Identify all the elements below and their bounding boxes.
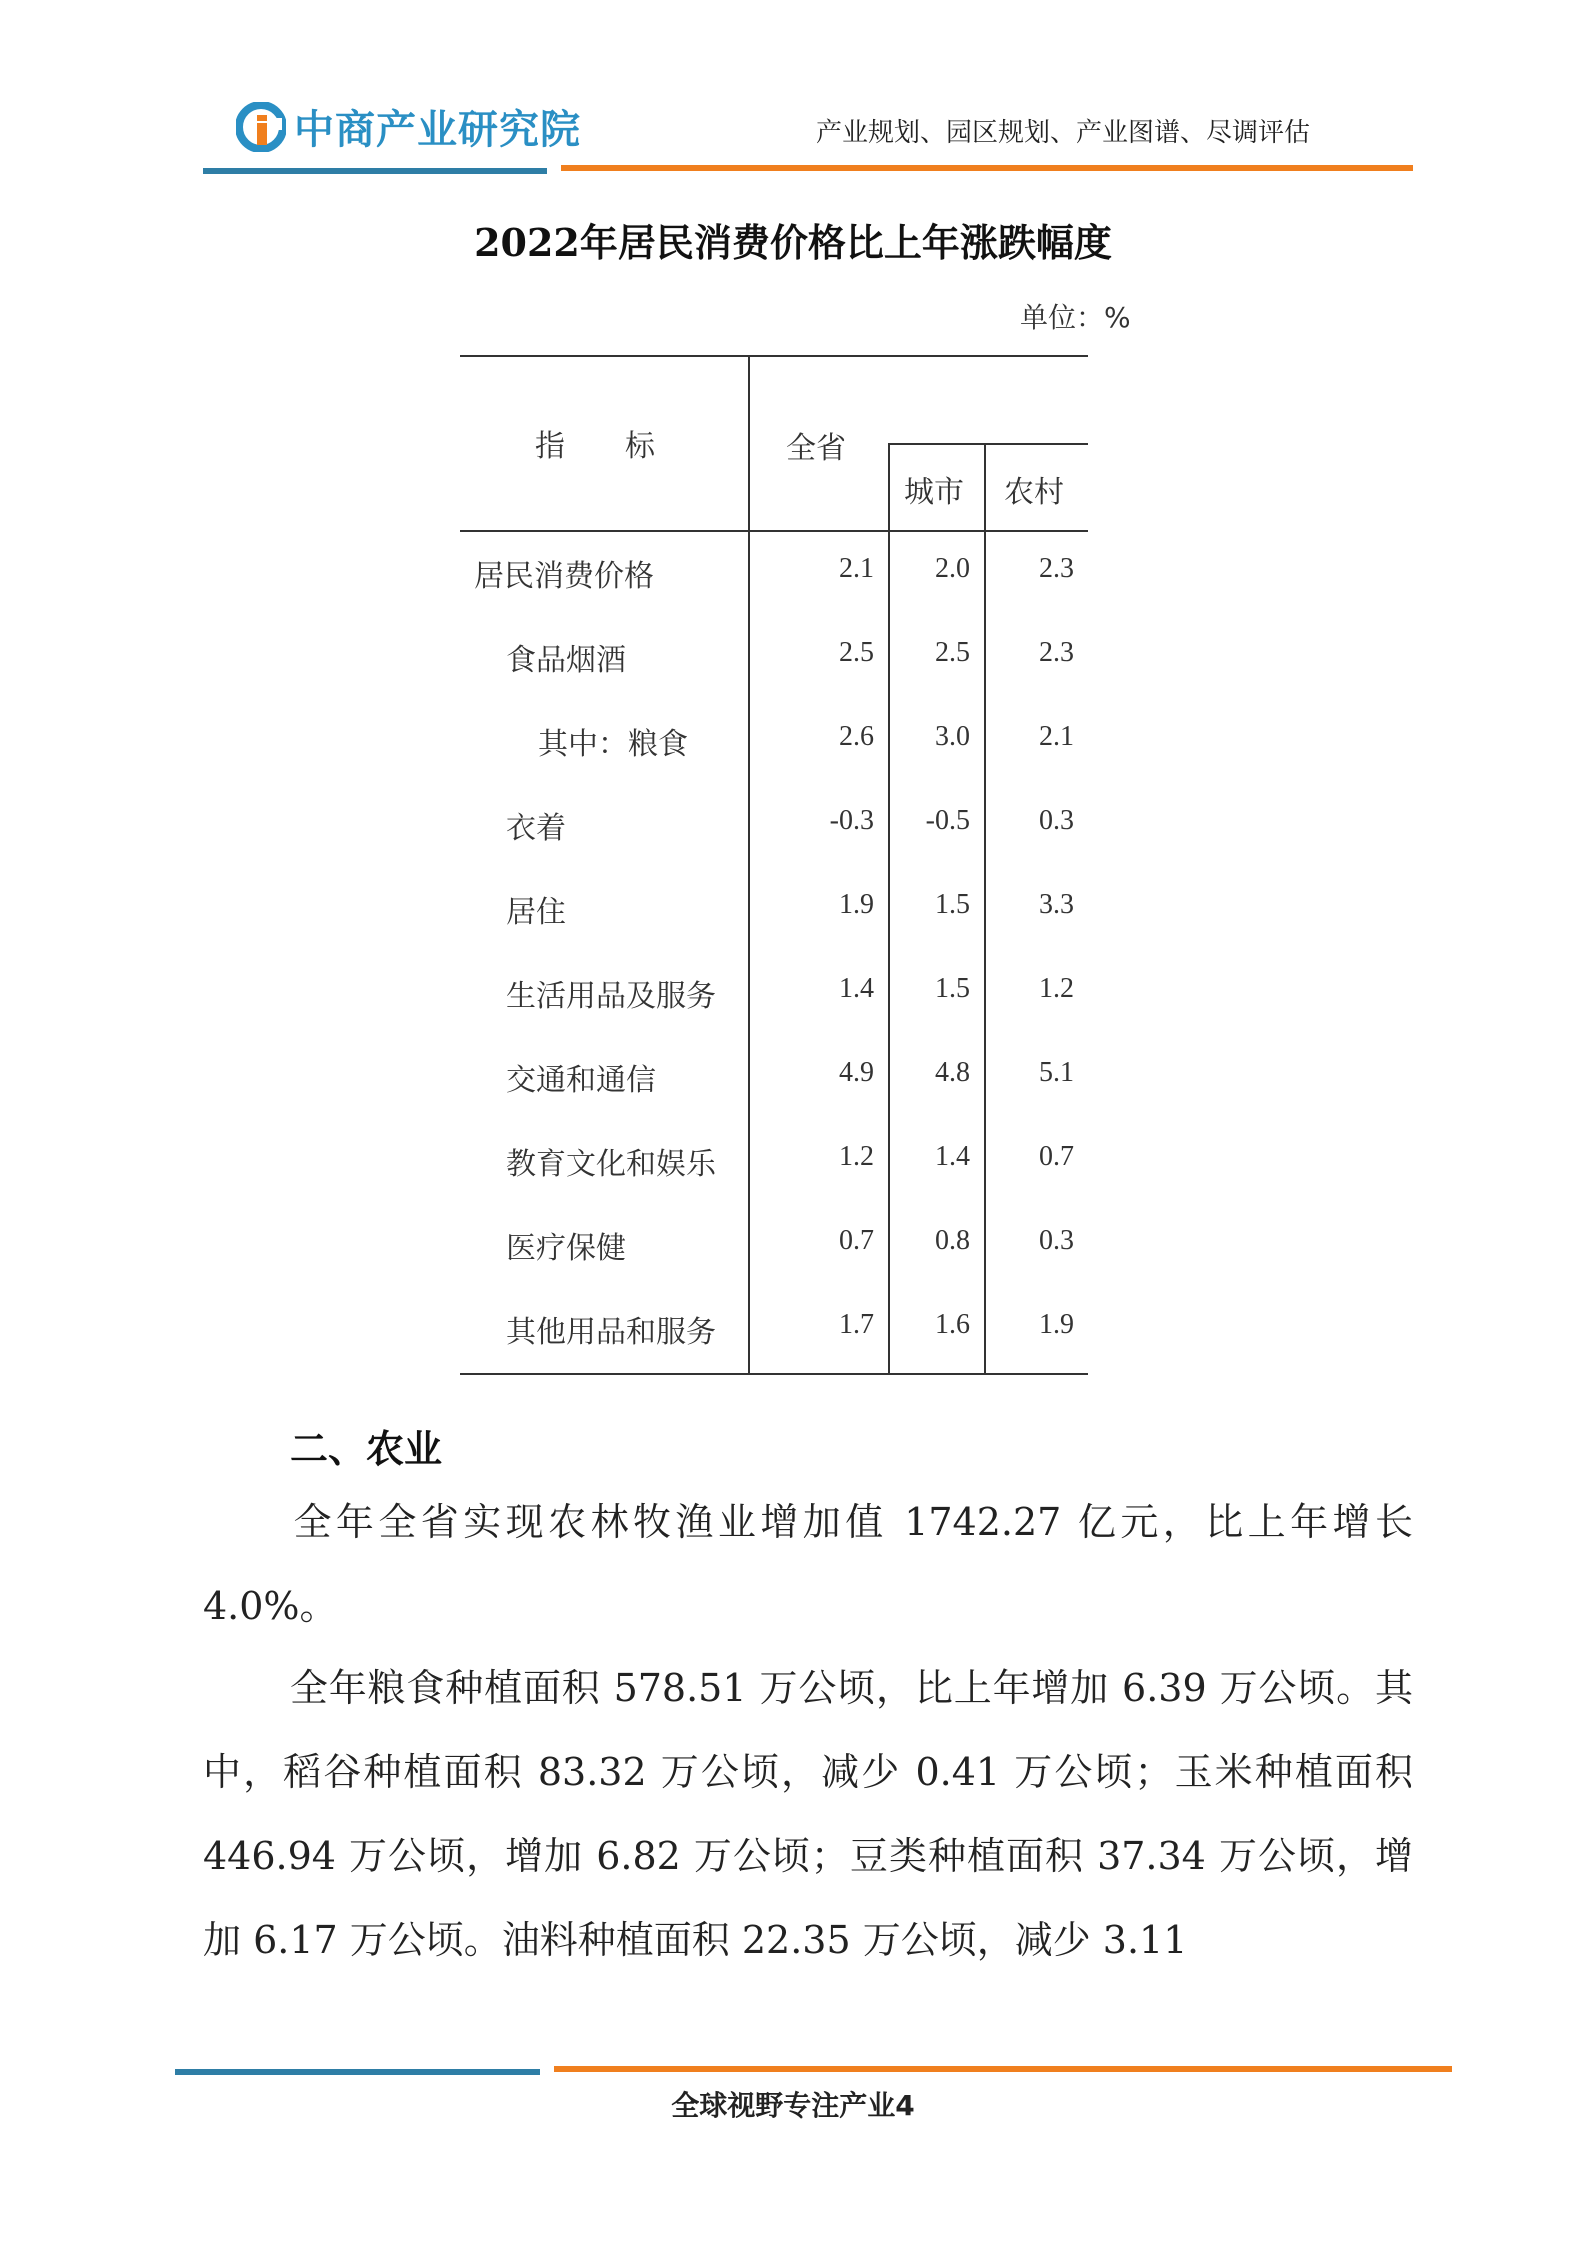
footer-text: 全球视野专注产业4 — [671, 2089, 915, 2122]
paragraph — [203, 1646, 1413, 1982]
unit-label: 单位：% — [1020, 301, 1131, 334]
cell-province: 2.1 — [839, 553, 874, 584]
footer-divider-orange — [554, 2066, 1452, 2072]
paragraph-text: 全年全省实现农林牧渔业增加值 1742.27 亿元，比上年增长 4.0%。 — [203, 1500, 1413, 1628]
cell-city: 1.6 — [935, 1309, 970, 1340]
logo-icon — [236, 102, 286, 152]
row-label: 食品烟酒 — [506, 643, 626, 678]
row-label: 其中：粮食 — [538, 727, 688, 762]
cell-city: 2.5 — [935, 637, 970, 668]
company-logo — [236, 98, 581, 155]
header-divider-blue — [203, 168, 547, 174]
cpi-table — [460, 355, 1088, 1375]
cell-city: 1.5 — [935, 973, 970, 1004]
row-label: 其他用品和服务 — [506, 1315, 716, 1350]
header-province: 全省 — [786, 431, 846, 466]
table-subheader-rule — [888, 443, 1088, 445]
row-label: 医疗保健 — [506, 1231, 626, 1266]
cell-city: 4.8 — [935, 1057, 970, 1088]
cell-rural: 5.1 — [1039, 1057, 1074, 1088]
cell-city: 0.8 — [935, 1225, 970, 1256]
table-title: 2022年居民消费价格比上年涨跌幅度 — [474, 220, 1112, 265]
header-tagline: 产业规划、园区规划、产业图谱、尽调评估 — [816, 118, 1311, 148]
cell-rural: 3.3 — [1039, 889, 1074, 920]
row-label: 生活用品及服务 — [506, 979, 716, 1014]
cell-city: 1.5 — [935, 889, 970, 920]
cell-province: 4.9 — [839, 1057, 874, 1088]
cell-rural: 0.3 — [1039, 805, 1074, 836]
header-city: 城市 — [904, 475, 964, 510]
header-rural: 农村 — [1004, 475, 1064, 510]
table-bottom-rule — [460, 1373, 1088, 1375]
table-top-rule — [460, 355, 1088, 357]
logo-text: 中商产业研究院 — [294, 107, 581, 153]
cell-rural: 1.2 — [1039, 973, 1074, 1004]
cell-province: 0.7 — [839, 1225, 874, 1256]
row-label: 居民消费价格 — [474, 559, 654, 594]
paragraph-text: 全年粮食种植面积 578.51 万公顷，比上年增加 6.39 万公顷。其中，稻谷种植面积 83.32 万公顷，减少 0.41 万公顷；玉米种植面积 446.94 万公顷，增加 6.82 万公顷；豆类种植面积 37.34 万公顷，增加 6.17 万公顷。油料种植面积 22.35 万公顷，减少 3.11 — [203, 1666, 1413, 1962]
cell-province: 1.4 — [839, 973, 874, 1004]
table-header-rule — [460, 530, 1088, 532]
cell-city: 2.0 — [935, 553, 970, 584]
cell-province: 1.9 — [839, 889, 874, 920]
cell-city: -0.5 — [925, 805, 970, 836]
cell-rural: 0.3 — [1039, 1225, 1074, 1256]
cell-rural: 0.7 — [1039, 1141, 1074, 1172]
cell-province: 2.6 — [839, 721, 874, 752]
cell-province: 1.2 — [839, 1141, 874, 1172]
cell-rural: 2.3 — [1039, 637, 1074, 668]
row-label: 教育文化和娱乐 — [506, 1147, 716, 1182]
row-label: 衣着 — [506, 811, 566, 846]
table-col-divider-1 — [748, 355, 750, 1375]
header-indicator: 指 标 — [535, 429, 655, 464]
cell-province: 2.5 — [839, 637, 874, 668]
page-header — [0, 0, 1586, 180]
cell-city: 1.4 — [935, 1141, 970, 1172]
row-label: 居住 — [506, 895, 566, 930]
footer-divider-blue — [175, 2069, 540, 2075]
cell-rural: 2.3 — [1039, 553, 1074, 584]
cell-rural: 2.1 — [1039, 721, 1074, 752]
cell-province: -0.3 — [829, 805, 874, 836]
header-divider-orange — [561, 165, 1413, 171]
cell-province: 1.7 — [839, 1309, 874, 1340]
section-heading: 二、农业 — [290, 1426, 443, 1471]
row-label: 交通和通信 — [506, 1063, 656, 1098]
cell-city: 3.0 — [935, 721, 970, 752]
cell-rural: 1.9 — [1039, 1309, 1074, 1340]
paragraph — [203, 1480, 1413, 1648]
